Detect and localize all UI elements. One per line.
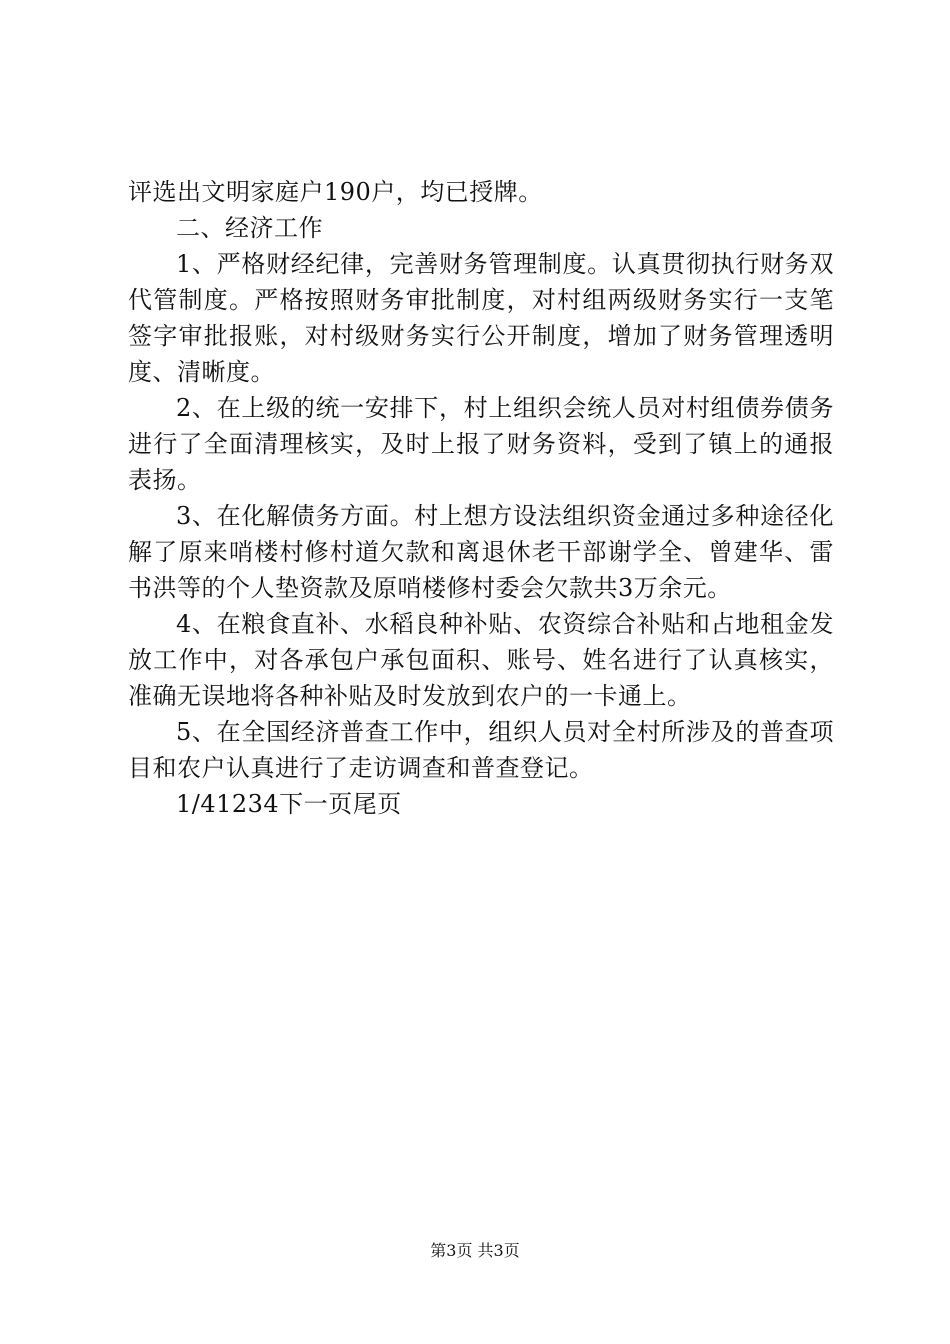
paragraph-item-5: 5、在全国经济普查工作中，组织人员对全村所涉及的普查项目和农户认真进行了走访调查和普查登记。: [128, 718, 834, 782]
document-body: [128, 174, 834, 822]
section-heading-economic-work: 二、经济工作: [176, 214, 323, 242]
paragraph-item-2: 2、在上级的统一安排下，村上组织会统人员对村组债券债务进行了全面清理核实，及时上报了财务资料，受到了镇上的通报表扬。: [128, 394, 834, 494]
paragraph-continuation: 评选出文明家庭户190户，均已授牌。: [128, 178, 543, 206]
paragraph-item-1: 1、严格财经纪律，完善财务管理制度。认真贯彻执行财务双代管制度。严格按照财务审批制度，对村组两级财务实行一支笔签字审批报账，对村级财务实行公开制度，增加了财务管理透明度、清晰度。: [128, 250, 834, 386]
paragraph-item-4: 4、在粮食直补、水稻良种补贴、农资综合补贴和占地租金发放工作中，对各承包户承包面积、账号、姓名进行了认真核实，准确无误地将各种补贴及时发放到农户的一卡通上。: [128, 610, 834, 710]
paragraph-item-3: 3、在化解债务方面。村上想方设法组织资金通过多种途径化解了原来哨楼村修村道欠款和离退休老干部谢学全、曾建华、雷书洪等的个人垫资款及原哨楼修村委会欠款共3万余元。: [128, 502, 834, 602]
page-footer: 第3页 共3页: [430, 1241, 520, 1260]
pagination-text: 1/41234下一页尾页: [176, 790, 402, 818]
